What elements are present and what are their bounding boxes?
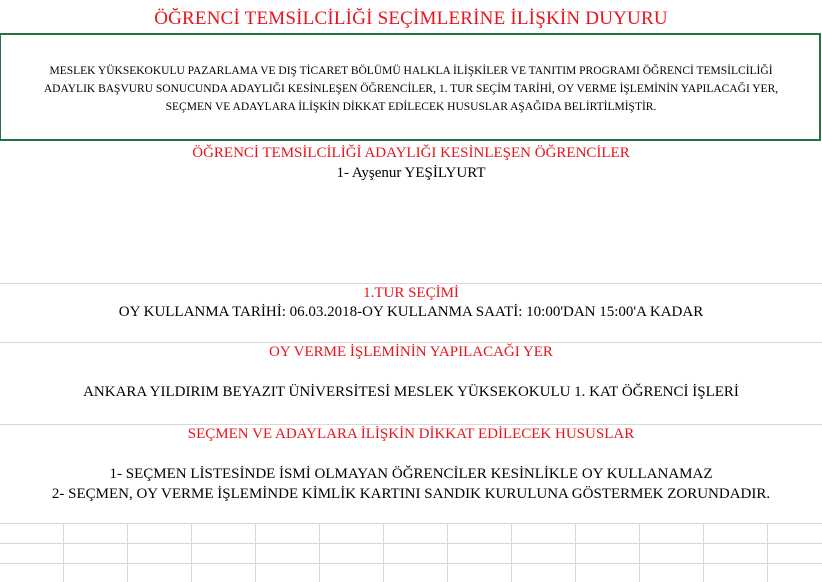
candidates-heading: ÖĞRENCİ TEMSİLCİLİĞİ ADAYLIĞI KESİNLEŞEN ÖĞRENCİLER [192,145,630,161]
column-gridline [255,523,256,582]
column-gridline [191,523,192,582]
location-heading: OY VERME İŞLEMİNİN YAPILACAĞI YER [269,344,553,360]
location-detail: ANKARA YILDIRIM BEYAZIT ÜNİVERSİTESİ MESLEK YÜKSEKOKULU 1. KAT ÖĞRENCİ İŞLERİ [83,384,739,400]
row-gridline [0,283,822,284]
intro-line: MESLEK YÜKSEKOKULU PAZARLAMA VE DIŞ TİCARET BÖLÜMÜ HALKLA İLİŞKİLER VE TANITIM PROGRAMI ÖĞRENCİ TEMSİLCİLİĞİ [49,65,773,77]
round-heading: 1.TUR SEÇİMİ [363,285,459,301]
announcement-title: ÖĞRENCİ TEMSİLCİLİĞİ SEÇİMLERİNE İLİŞKİN DUYURU [154,8,668,29]
column-gridline [767,523,768,582]
round-detail: OY KULLANMA TARİHİ: 06.03.2018-OY KULLANMA SAATİ: 10:00'DAN 15:00'A KADAR [118,304,704,320]
column-gridline [511,523,512,582]
intro-paragraph [0,62,822,116]
column-gridline [63,523,64,582]
row-gridline [0,342,822,343]
candidate-item: 1- Ayşenur YEŞİLYURT [336,165,486,181]
notes-heading: SEÇMEN VE ADAYLARA İLİŞKİN DİKKAT EDİLECEK HUSUSLAR [187,426,635,442]
column-gridline [703,523,704,582]
row-gridline [0,424,822,425]
intro-line: SEÇMEN VE ADAYLARA İLİŞKİN DİKKAT EDİLECEK HUSUSLAR AŞAĞIDA BELİRTİLMİŞTİR. [165,101,657,113]
column-gridline [127,523,128,582]
intro-line: ADAYLIK BAŞVURU SONUCUNDA ADAYLIĞI KESİNLEŞEN ÖĞRENCİLER, 1. TUR SEÇİM TARİHİ, OY VERME İŞLEMİNİN YAPILACAĞI YER, [43,83,779,95]
column-gridline [447,523,448,582]
column-gridline [639,523,640,582]
column-gridline [383,523,384,582]
column-gridline [319,523,320,582]
column-gridline [575,523,576,582]
note-item: 2- SEÇMEN, OY VERME İŞLEMİNDE KİMLİK KARTINI SANDIK KURULUNA GÖSTERMEK ZORUNDADIR. [51,486,771,502]
note-item: 1- SEÇMEN LİSTESİNDE İSMİ OLMAYAN ÖĞRENCİLER KESİNLİKLE OY KULLANAMAZ [109,466,713,482]
